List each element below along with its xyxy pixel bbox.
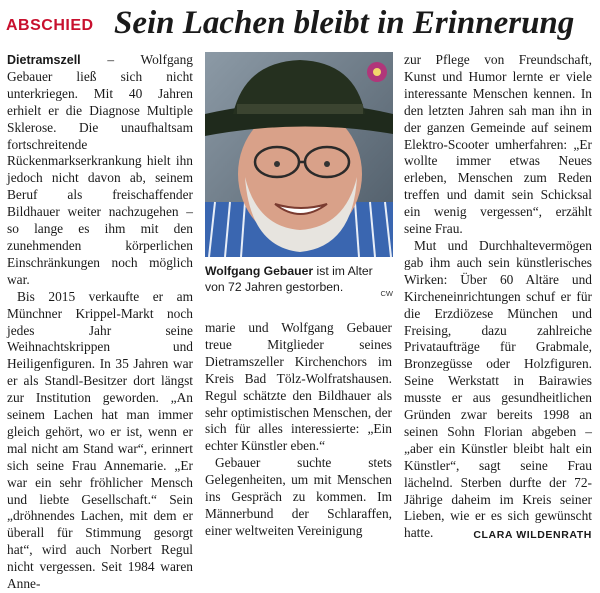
dateline: Dietramszell — [7, 53, 81, 67]
article-paragraph: Bis 2015 verkaufte er am Münchner Krippel-Markt noch jedes Jahr seine Weihnachtskrippen und Heiligenfiguren. In 35 Jahren war er als Standl-Besitzer dort längst zur Institution geworden. „An seinem Lachen hat man immer gleich gehört, wo er ist, wenn er mal nicht am Stand war“, erinnert sich seine Frau Annemarie. „Er war ein sehr fröhlicher Mensch und liebte Gesellschaft.“ Sein „dröhnendes Lachen, mit dem er überall für Stimmung gesorgt hat“, wird auch Norbert Regul nicht vergessen. Seit 1984 waren Anne- — [7, 288, 193, 592]
article-paragraph: zur Pflege von Freundschaft, Kunst und Humor lernte er viele interessante Menschen kennen. In den letzten Jahren sah man ihn in der ganzen Gemeinde auf seinem Elektro-Scooter umherfahren: „Er wollte immer etwas Neues erleben, Menschen zum Reden treffen und damit sein Schicksal ein wenig vergessen“, erzählt seine Frau. — [404, 52, 592, 237]
article-column-3 — [404, 52, 592, 544]
paragraph-text: Mut und Durchhaltevermögen gab ihm auch sein künstlerisches Wirken: Über 60 Altäre und Kircheneinrichtungen schuf er für die Erzdiözese München und Freising, dazu zahlreiche Privataufträge für Grabmale, Bronzegüsse oder Holzfiguren. Seine Werkstatt in Bairawies musste er aus gesundheitlichen Gründen zwar bereits 1998 an seinen Sohn Florian abgeben – „aber ein Künstler bleibt halt ein Künstler“, sagt seine Frau lächelnd. Sterben durfte der 72-Jährige daheim im Kreis seiner Lieben, wie er es sich gewünscht hatte. — [404, 237, 592, 541]
article-paragraph: marie und Wolfgang Gebauer treue Mitglieder seines Dietramszeller Kirchenchors im Kreis Bad Tölz-Wolfratshausen. Regul schätzte den Bildhauer als sehr optimistischen Menschen, der sich für alles interessierte: „Ein echter Künstler eben.“ — [205, 320, 392, 454]
article-paragraph — [7, 52, 193, 289]
portrait-illustration — [205, 52, 393, 257]
article-paragraph: Gebauer suchte stets Gelegenheiten, um mit Menschen ins Gespräch zu kommen. Im Männerbund der Schlaraffen, einer weltweiten Vereinigung — [205, 455, 392, 538]
portrait-photo — [205, 52, 393, 257]
article-column-2 — [205, 320, 392, 540]
photo-caption — [205, 264, 393, 301]
headline — [6, 4, 594, 44]
article-column-1 — [7, 52, 193, 593]
kicker-label: ABSCHIED — [6, 17, 94, 34]
article-paragraph — [404, 238, 592, 542]
caption-text: ist im Alter von 72 Jahren gestorben. — [205, 264, 373, 294]
article-title: Sein Lachen bleibt in Erinnerung — [114, 5, 575, 41]
caption-name: Wolfgang Gebauer — [205, 264, 314, 278]
paragraph-text: – Wolfgang Gebauer ließ sich nicht unterkriegen. Mit 40 Jahren erhielt er die Diagnose Multiple Sklerose. Die unaufhaltsam fortschreitende Rückenmarkserkrankung hielt ihn jedoch nicht davon ab, seinem Beruf als freischaffender Bildhauer weiter nachzugehen – so lange es ihm mit den zunehmenden körperlichen Einschränkungen noch möglich war. — [7, 52, 193, 287]
photo-credit: CW — [380, 288, 393, 298]
author-byline: CLARA WILDENRATH — [473, 529, 592, 542]
